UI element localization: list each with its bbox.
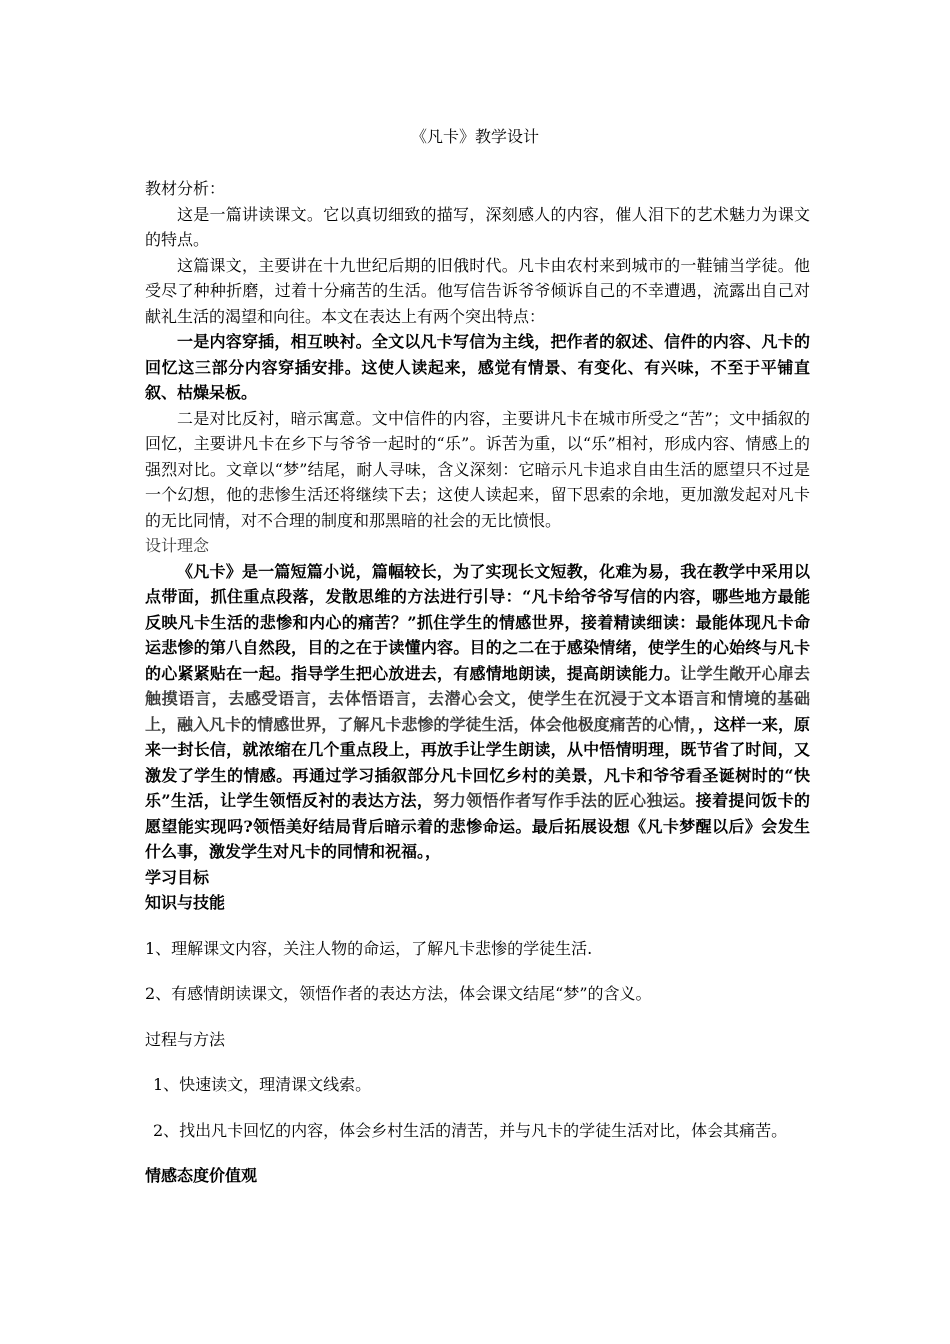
design-concept-heading: 设计理念 bbox=[145, 536, 210, 555]
design-concept-text: 让学生敞开心扉去触摸语言，去感受语言，去体悟语言，去潜心会文，使学生在沉浸于文本语言和情境的基础上，融入凡卡的情感世界，了解凡卡悲惨的学徒生活，体会他极度痛苦的心情， bbox=[145, 663, 810, 734]
document-body bbox=[145, 176, 810, 1189]
goal-item: 1、快速读文，理清课文线索。 bbox=[153, 1075, 372, 1094]
learning-goals-heading: 学习目标 bbox=[145, 867, 210, 887]
process-methods-heading: 过程与方法 bbox=[145, 1029, 226, 1049]
knowledge-skills-heading: 知识与技能 bbox=[145, 893, 226, 912]
goal-item: 1、理解课文内容，关注人物的命运，了解凡卡悲惨的学徒生活. bbox=[145, 938, 593, 958]
design-concept-text: 努力领悟作者写作手法的匠心独运。 bbox=[433, 791, 696, 810]
material-analysis-paragraph: 一是内容穿插，相互映衬。全文以凡卡写信为主线，把作者的叙述、信件的内容、凡卡的回忆这三部分内容穿插安排。这使人读起来，感觉有情景、有变化、有兴味，不至于平铺直叙、枯燥呆板。 bbox=[145, 332, 810, 402]
design-concept-text: ，这样一来，原来一封长信，就浓缩在几个重点段上，再放手让学生朗读，从中悟情明理，既节省了时间，又激发了学生的情感。再通过学习插叙部分凡卡回忆乡村的美景，凡卡和爷爷看圣诞树时的“快乐”生活，让学生领悟反衬的表达方法， bbox=[145, 714, 810, 810]
material-analysis-paragraph: 这是一篇讲读课文。它以真切细致的描写，深刻感人的内容，催人泪下的艺术魅力为课文的特点。 bbox=[145, 204, 810, 249]
material-analysis-paragraph: 二是对比反衬，暗示寓意。文中信件的内容，主要讲凡卡在城市所受之“苦”；文中插叙的回忆，主要讲凡卡在乡下与爷爷一起时的“乐”。诉苦为重，以“乐”相衬，形成内容、情感上的强烈对比。文章以“梦”结尾，耐人寻味，含义深刻：它暗示凡卡追求自由生活的愿望只不过是一个幻想，他的悲惨生活还将继续下去；这使人读起来，留下思索的余地，更加激发起对凡卡的无比同情，对不合理的制度和那黑暗的社会的无比愤恨。 bbox=[145, 408, 810, 530]
document-title: 《凡卡》教学设计 bbox=[410, 127, 539, 146]
goal-item: 2、找出凡卡回忆的内容，体会乡村生活的清苦，并与凡卡的学徒生活对比，体会其痛苦。 bbox=[153, 1120, 788, 1140]
goal-item: 2、有感情朗读课文，领悟作者的表达方法，体会课文结尾“梦”的含义。 bbox=[145, 984, 652, 1003]
material-analysis-heading: 教材分析： bbox=[145, 179, 226, 198]
design-concept-text: 接着提问饭卡的愿望能实现吗?领悟美好结局背后暗示着的悲惨命运。最后拓展设想《凡卡梦醒以后》会发生什么事，激发学生对凡卡的同情和祝福。， bbox=[145, 791, 810, 861]
material-analysis-paragraph: 这篇课文，主要讲在十九世纪后期的旧俄时代。凡卡由农村来到城市的一鞋铺当学徒。他受尽了种种折磨，过着十分痛苦的生活。他写信告诉爷爷倾诉自己的不幸遭遇，流露出自己对献礼生活的渴望和向往。本文在表达上有两个突出特点： bbox=[145, 255, 810, 326]
design-concept-text: 《凡卡》是一篇短篇小说，篇幅较长，为了实现长文短教，化难为易，我在教学中采用以点带面，抓住重点段落，发散思维的方法进行引导：“凡卡给爷爷写信的内容，哪些地方最能反映凡卡生活的悲惨和内心的痛苦？”抓住学生的情感世界，接着精读细读：最能体现凡卡命运悲惨的第八自然段，目的之在于读懂内容。目的之二在于感染情绪，使学生的心始终与凡卡的心紧紧贴在一起。指导学生把心放进去，有感情地朗读，提高朗读能力。 bbox=[145, 561, 810, 683]
design-concept-paragraph bbox=[145, 559, 810, 865]
emotion-values-heading: 情感态度价值观 bbox=[145, 1166, 258, 1185]
